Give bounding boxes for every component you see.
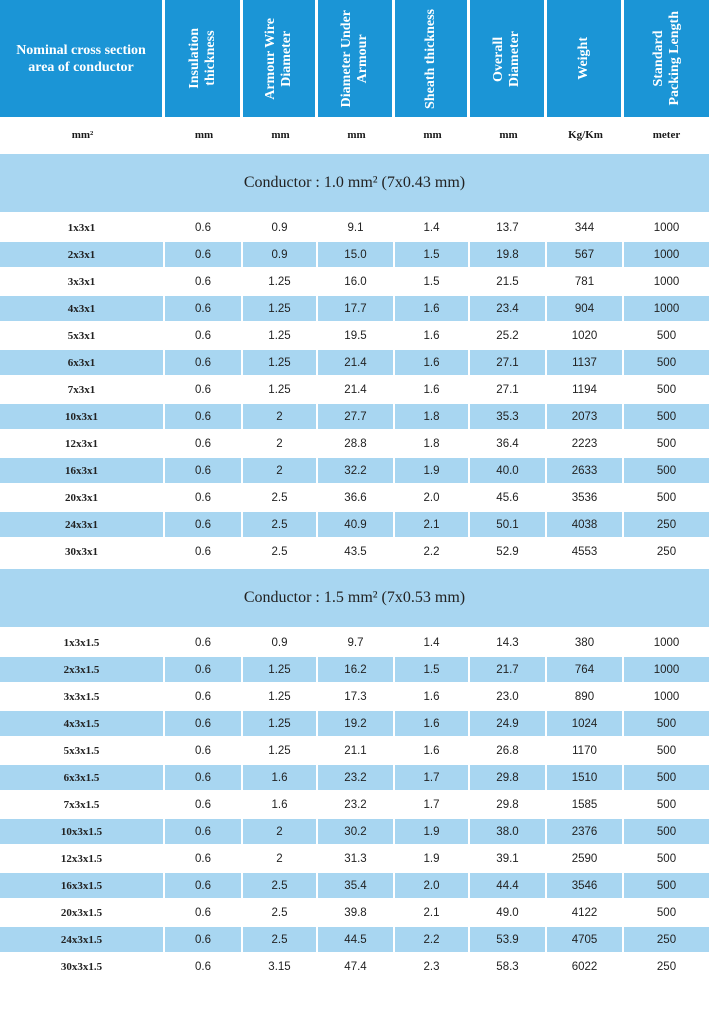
- table-cell: 0.6: [165, 512, 243, 539]
- table-cell: 29.8: [470, 765, 547, 792]
- table-row: [0, 404, 709, 431]
- table-cell: 0.6: [165, 792, 243, 819]
- table-cell: 1.25: [243, 350, 318, 377]
- table-cell: 2.1: [395, 900, 470, 927]
- table-cell: 23.0: [470, 684, 547, 711]
- table-cell: 49.0: [470, 900, 547, 927]
- table-cell: 1.7: [395, 765, 470, 792]
- table-cell: 2.5: [243, 539, 318, 566]
- table-cell: 28.8: [318, 431, 395, 458]
- table-cell: 39.1: [470, 846, 547, 873]
- table-cell: 9.1: [318, 215, 395, 242]
- table-cell: 500: [624, 765, 709, 792]
- table-cell: 2: [243, 458, 318, 485]
- table-cell: 1194: [547, 377, 624, 404]
- table-row: [0, 269, 709, 296]
- table-cell: 1510: [547, 765, 624, 792]
- table-cell: 2590: [547, 846, 624, 873]
- conductor-section-title: Conductor : 1.0 mm² (7x0.43 mm): [0, 151, 709, 215]
- table-cell: 0.6: [165, 377, 243, 404]
- row-label: 2x3x1: [0, 242, 165, 269]
- header-armour-wire-diameter: Armour Wire Diameter: [243, 0, 318, 119]
- table-cell: 1.25: [243, 657, 318, 684]
- table-cell: 2.2: [395, 539, 470, 566]
- table-row: [0, 657, 709, 684]
- table-cell: 1.6: [395, 377, 470, 404]
- table-cell: 1.25: [243, 738, 318, 765]
- table-cell: 500: [624, 485, 709, 512]
- table-cell: 0.6: [165, 738, 243, 765]
- row-label: 4x3x1: [0, 296, 165, 323]
- table-cell: 1024: [547, 711, 624, 738]
- table-cell: 2.3: [395, 954, 470, 981]
- section-header-row: [0, 566, 709, 630]
- table-cell: 1000: [624, 296, 709, 323]
- table-row: [0, 873, 709, 900]
- table-cell: 890: [547, 684, 624, 711]
- table-row: [0, 846, 709, 873]
- table-cell: 1.5: [395, 269, 470, 296]
- header-weight: Weight: [547, 0, 624, 119]
- row-label: 6x3x1.5: [0, 765, 165, 792]
- table-cell: 0.6: [165, 900, 243, 927]
- table-cell: 36.6: [318, 485, 395, 512]
- table-cell: 19.5: [318, 323, 395, 350]
- table-cell: 19.8: [470, 242, 547, 269]
- table-row: [0, 242, 709, 269]
- table-cell: 17.7: [318, 296, 395, 323]
- table-cell: 14.3: [470, 630, 547, 657]
- table-cell: 23.2: [318, 792, 395, 819]
- table-cell: 2376: [547, 819, 624, 846]
- table-cell: 0.6: [165, 296, 243, 323]
- row-label: 5x3x1: [0, 323, 165, 350]
- row-label: 7x3x1.5: [0, 792, 165, 819]
- unit-cell: Kg/Km: [568, 129, 603, 141]
- table-cell: 1.6: [395, 296, 470, 323]
- table-cell: 39.8: [318, 900, 395, 927]
- table-cell: 0.6: [165, 215, 243, 242]
- table-cell: 1000: [624, 269, 709, 296]
- section-header-row: [0, 151, 709, 215]
- table-cell: 0.6: [165, 765, 243, 792]
- header-overall-diameter: Overall Diameter: [470, 0, 547, 119]
- table-cell: 1020: [547, 323, 624, 350]
- table-cell: 29.8: [470, 792, 547, 819]
- header-standard-packing-length: Standard Packing Length: [624, 0, 709, 119]
- header-diameter-under-armour: Diameter Under Armour: [318, 0, 395, 119]
- row-label: 30x3x1: [0, 539, 165, 566]
- table-cell: 3536: [547, 485, 624, 512]
- table-cell: 500: [624, 377, 709, 404]
- table-row: [0, 512, 709, 539]
- units-row: [0, 119, 709, 151]
- table-cell: 21.4: [318, 377, 395, 404]
- table-cell: 2.1: [395, 512, 470, 539]
- table-cell: 1.9: [395, 458, 470, 485]
- table-cell: 500: [624, 323, 709, 350]
- table-cell: 0.6: [165, 819, 243, 846]
- row-label: 20x3x1: [0, 485, 165, 512]
- table-cell: 0.6: [165, 954, 243, 981]
- table-cell: 36.4: [470, 431, 547, 458]
- table-cell: 6022: [547, 954, 624, 981]
- table-cell: 1.9: [395, 819, 470, 846]
- table-cell: 1.6: [395, 711, 470, 738]
- row-label: 4x3x1.5: [0, 711, 165, 738]
- table-cell: 567: [547, 242, 624, 269]
- table-cell: 0.9: [243, 215, 318, 242]
- row-label: 24x3x1: [0, 512, 165, 539]
- table-cell: 2.0: [395, 485, 470, 512]
- table-cell: 1000: [624, 630, 709, 657]
- table-cell: 1000: [624, 215, 709, 242]
- table-cell: 1.7: [395, 792, 470, 819]
- table-cell: 250: [624, 927, 709, 954]
- table-body: [0, 151, 709, 981]
- table-row: [0, 819, 709, 846]
- table-cell: 52.9: [470, 539, 547, 566]
- table-cell: 2.0: [395, 873, 470, 900]
- table-cell: 380: [547, 630, 624, 657]
- table-cell: 53.9: [470, 927, 547, 954]
- table-cell: 500: [624, 711, 709, 738]
- table-cell: 2.5: [243, 927, 318, 954]
- table-cell: 24.9: [470, 711, 547, 738]
- table-cell: 2.5: [243, 900, 318, 927]
- unit-cell: mm: [347, 129, 366, 141]
- table-cell: 31.3: [318, 846, 395, 873]
- table-cell: 17.3: [318, 684, 395, 711]
- table-row: [0, 927, 709, 954]
- table-cell: 30.2: [318, 819, 395, 846]
- table-cell: 2: [243, 819, 318, 846]
- row-label: 30x3x1.5: [0, 954, 165, 981]
- table-cell: 0.6: [165, 323, 243, 350]
- header-nominal-cross-section: Nominal cross section area of conductor: [0, 0, 165, 119]
- row-label: 16x3x1.5: [0, 873, 165, 900]
- table-cell: 250: [624, 512, 709, 539]
- table-cell: 1.5: [395, 242, 470, 269]
- table-cell: 0.9: [243, 630, 318, 657]
- table-cell: 2.5: [243, 873, 318, 900]
- table-cell: 44.5: [318, 927, 395, 954]
- table-cell: 45.6: [470, 485, 547, 512]
- table-cell: 500: [624, 404, 709, 431]
- table-cell: 1.9: [395, 846, 470, 873]
- table-cell: 0.6: [165, 269, 243, 296]
- row-label: 1x3x1.5: [0, 630, 165, 657]
- row-label: 24x3x1.5: [0, 927, 165, 954]
- table-cell: 0.6: [165, 927, 243, 954]
- table-row: [0, 215, 709, 242]
- table-cell: 4553: [547, 539, 624, 566]
- table-row: [0, 954, 709, 981]
- table-cell: 2633: [547, 458, 624, 485]
- row-label: 2x3x1.5: [0, 657, 165, 684]
- table-cell: 1170: [547, 738, 624, 765]
- row-label: 3x3x1: [0, 269, 165, 296]
- row-label: 12x3x1.5: [0, 846, 165, 873]
- table-row: [0, 900, 709, 927]
- table-cell: 500: [624, 458, 709, 485]
- table-cell: 904: [547, 296, 624, 323]
- table-cell: 32.2: [318, 458, 395, 485]
- table-cell: 4122: [547, 900, 624, 927]
- table-row: [0, 765, 709, 792]
- table-row: [0, 630, 709, 657]
- table-row: [0, 296, 709, 323]
- table-cell: 16.0: [318, 269, 395, 296]
- table-cell: 3546: [547, 873, 624, 900]
- table-row: [0, 323, 709, 350]
- table-cell: 1.25: [243, 377, 318, 404]
- table-cell: 0.6: [165, 711, 243, 738]
- table-cell: 43.5: [318, 539, 395, 566]
- table-cell: 2223: [547, 431, 624, 458]
- table-cell: 27.7: [318, 404, 395, 431]
- table-row: [0, 350, 709, 377]
- table-cell: 58.3: [470, 954, 547, 981]
- table-row: [0, 792, 709, 819]
- table-row: [0, 377, 709, 404]
- table-cell: 16.2: [318, 657, 395, 684]
- table-cell: 4705: [547, 927, 624, 954]
- table-cell: 0.9: [243, 242, 318, 269]
- header-row: [0, 0, 709, 119]
- row-label: 20x3x1.5: [0, 900, 165, 927]
- table-cell: 1.25: [243, 684, 318, 711]
- table-cell: 500: [624, 873, 709, 900]
- table-row: [0, 711, 709, 738]
- unit-cell: mm: [271, 129, 290, 141]
- table-cell: 1.8: [395, 431, 470, 458]
- table-cell: 1.6: [395, 323, 470, 350]
- table-row: [0, 738, 709, 765]
- table-cell: 500: [624, 846, 709, 873]
- table-cell: 2: [243, 431, 318, 458]
- table-cell: 781: [547, 269, 624, 296]
- table-cell: 0.6: [165, 846, 243, 873]
- table-cell: 27.1: [470, 377, 547, 404]
- table-cell: 1.25: [243, 323, 318, 350]
- table-cell: 500: [624, 431, 709, 458]
- row-label: 7x3x1: [0, 377, 165, 404]
- table-cell: 21.5: [470, 269, 547, 296]
- header-insulation-thickness: Insulation thickness: [165, 0, 243, 119]
- table-cell: 50.1: [470, 512, 547, 539]
- unit-cell: mm: [423, 129, 442, 141]
- table-cell: 21.1: [318, 738, 395, 765]
- table-cell: 2073: [547, 404, 624, 431]
- table-cell: 40.0: [470, 458, 547, 485]
- row-label: 10x3x1.5: [0, 819, 165, 846]
- table-cell: 1.25: [243, 269, 318, 296]
- unit-cell: mm: [194, 129, 214, 141]
- table-row: [0, 684, 709, 711]
- table-cell: 500: [624, 792, 709, 819]
- table-cell: 1000: [624, 657, 709, 684]
- table-cell: 9.7: [318, 630, 395, 657]
- table-cell: 23.4: [470, 296, 547, 323]
- table-cell: 21.7: [470, 657, 547, 684]
- table-cell: 0.6: [165, 404, 243, 431]
- table-cell: 0.6: [165, 485, 243, 512]
- table-cell: 1.4: [395, 215, 470, 242]
- table-cell: 1.8: [395, 404, 470, 431]
- table-cell: 1585: [547, 792, 624, 819]
- table-cell: 0.6: [165, 539, 243, 566]
- table-cell: 4038: [547, 512, 624, 539]
- table-cell: 1.5: [395, 657, 470, 684]
- table-cell: 250: [624, 954, 709, 981]
- unit-cell: mm: [499, 129, 518, 141]
- table-cell: 40.9: [318, 512, 395, 539]
- table-row: [0, 539, 709, 566]
- table-cell: 26.8: [470, 738, 547, 765]
- table-cell: 0.6: [165, 242, 243, 269]
- unit-cell: meter: [652, 129, 681, 141]
- table-row: [0, 458, 709, 485]
- row-label: 5x3x1.5: [0, 738, 165, 765]
- table-cell: 500: [624, 738, 709, 765]
- row-label: 12x3x1: [0, 431, 165, 458]
- table-cell: 15.0: [318, 242, 395, 269]
- table-cell: 19.2: [318, 711, 395, 738]
- table-cell: 0.6: [165, 684, 243, 711]
- table-cell: 13.7: [470, 215, 547, 242]
- table-cell: 2: [243, 404, 318, 431]
- table-cell: 47.4: [318, 954, 395, 981]
- table-cell: 2.2: [395, 927, 470, 954]
- table-cell: 1.6: [243, 765, 318, 792]
- table-cell: 0.6: [165, 431, 243, 458]
- table-cell: 35.4: [318, 873, 395, 900]
- table-cell: 0.6: [165, 458, 243, 485]
- table-cell: 38.0: [470, 819, 547, 846]
- table-cell: 1000: [624, 242, 709, 269]
- table-cell: 1000: [624, 684, 709, 711]
- table-cell: 25.2: [470, 323, 547, 350]
- row-label: 10x3x1: [0, 404, 165, 431]
- row-label: 6x3x1: [0, 350, 165, 377]
- table-cell: 0.6: [165, 350, 243, 377]
- conductor-section-title: Conductor : 1.5 mm² (7x0.53 mm): [0, 566, 709, 630]
- table-cell: 2.5: [243, 512, 318, 539]
- table-cell: 344: [547, 215, 624, 242]
- table-cell: 1.25: [243, 711, 318, 738]
- table-cell: 1.6: [243, 792, 318, 819]
- table-cell: 500: [624, 819, 709, 846]
- table-cell: 1.6: [395, 738, 470, 765]
- table-cell: 500: [624, 900, 709, 927]
- table-row: [0, 431, 709, 458]
- table-cell: 1.6: [395, 350, 470, 377]
- table-cell: 0.6: [165, 630, 243, 657]
- table-cell: 1.25: [243, 296, 318, 323]
- table-cell: 27.1: [470, 350, 547, 377]
- table-cell: 500: [624, 350, 709, 377]
- table-cell: 1.4: [395, 630, 470, 657]
- table-cell: 3.15: [243, 954, 318, 981]
- table-cell: 23.2: [318, 765, 395, 792]
- table-cell: 2.5: [243, 485, 318, 512]
- table-cell: 21.4: [318, 350, 395, 377]
- table-cell: 250: [624, 539, 709, 566]
- table-cell: 0.6: [165, 657, 243, 684]
- table-cell: 764: [547, 657, 624, 684]
- row-label: 1x3x1: [0, 215, 165, 242]
- table-row: [0, 485, 709, 512]
- row-label: 3x3x1.5: [0, 684, 165, 711]
- table-cell: 2: [243, 846, 318, 873]
- table-cell: 35.3: [470, 404, 547, 431]
- header-sheath-thickness: Sheath thickness: [395, 0, 470, 119]
- table-cell: 1137: [547, 350, 624, 377]
- table-cell: 1.6: [395, 684, 470, 711]
- unit-cell: mm²: [71, 129, 94, 141]
- table-cell: 0.6: [165, 873, 243, 900]
- table-cell: 44.4: [470, 873, 547, 900]
- row-label: 16x3x1: [0, 458, 165, 485]
